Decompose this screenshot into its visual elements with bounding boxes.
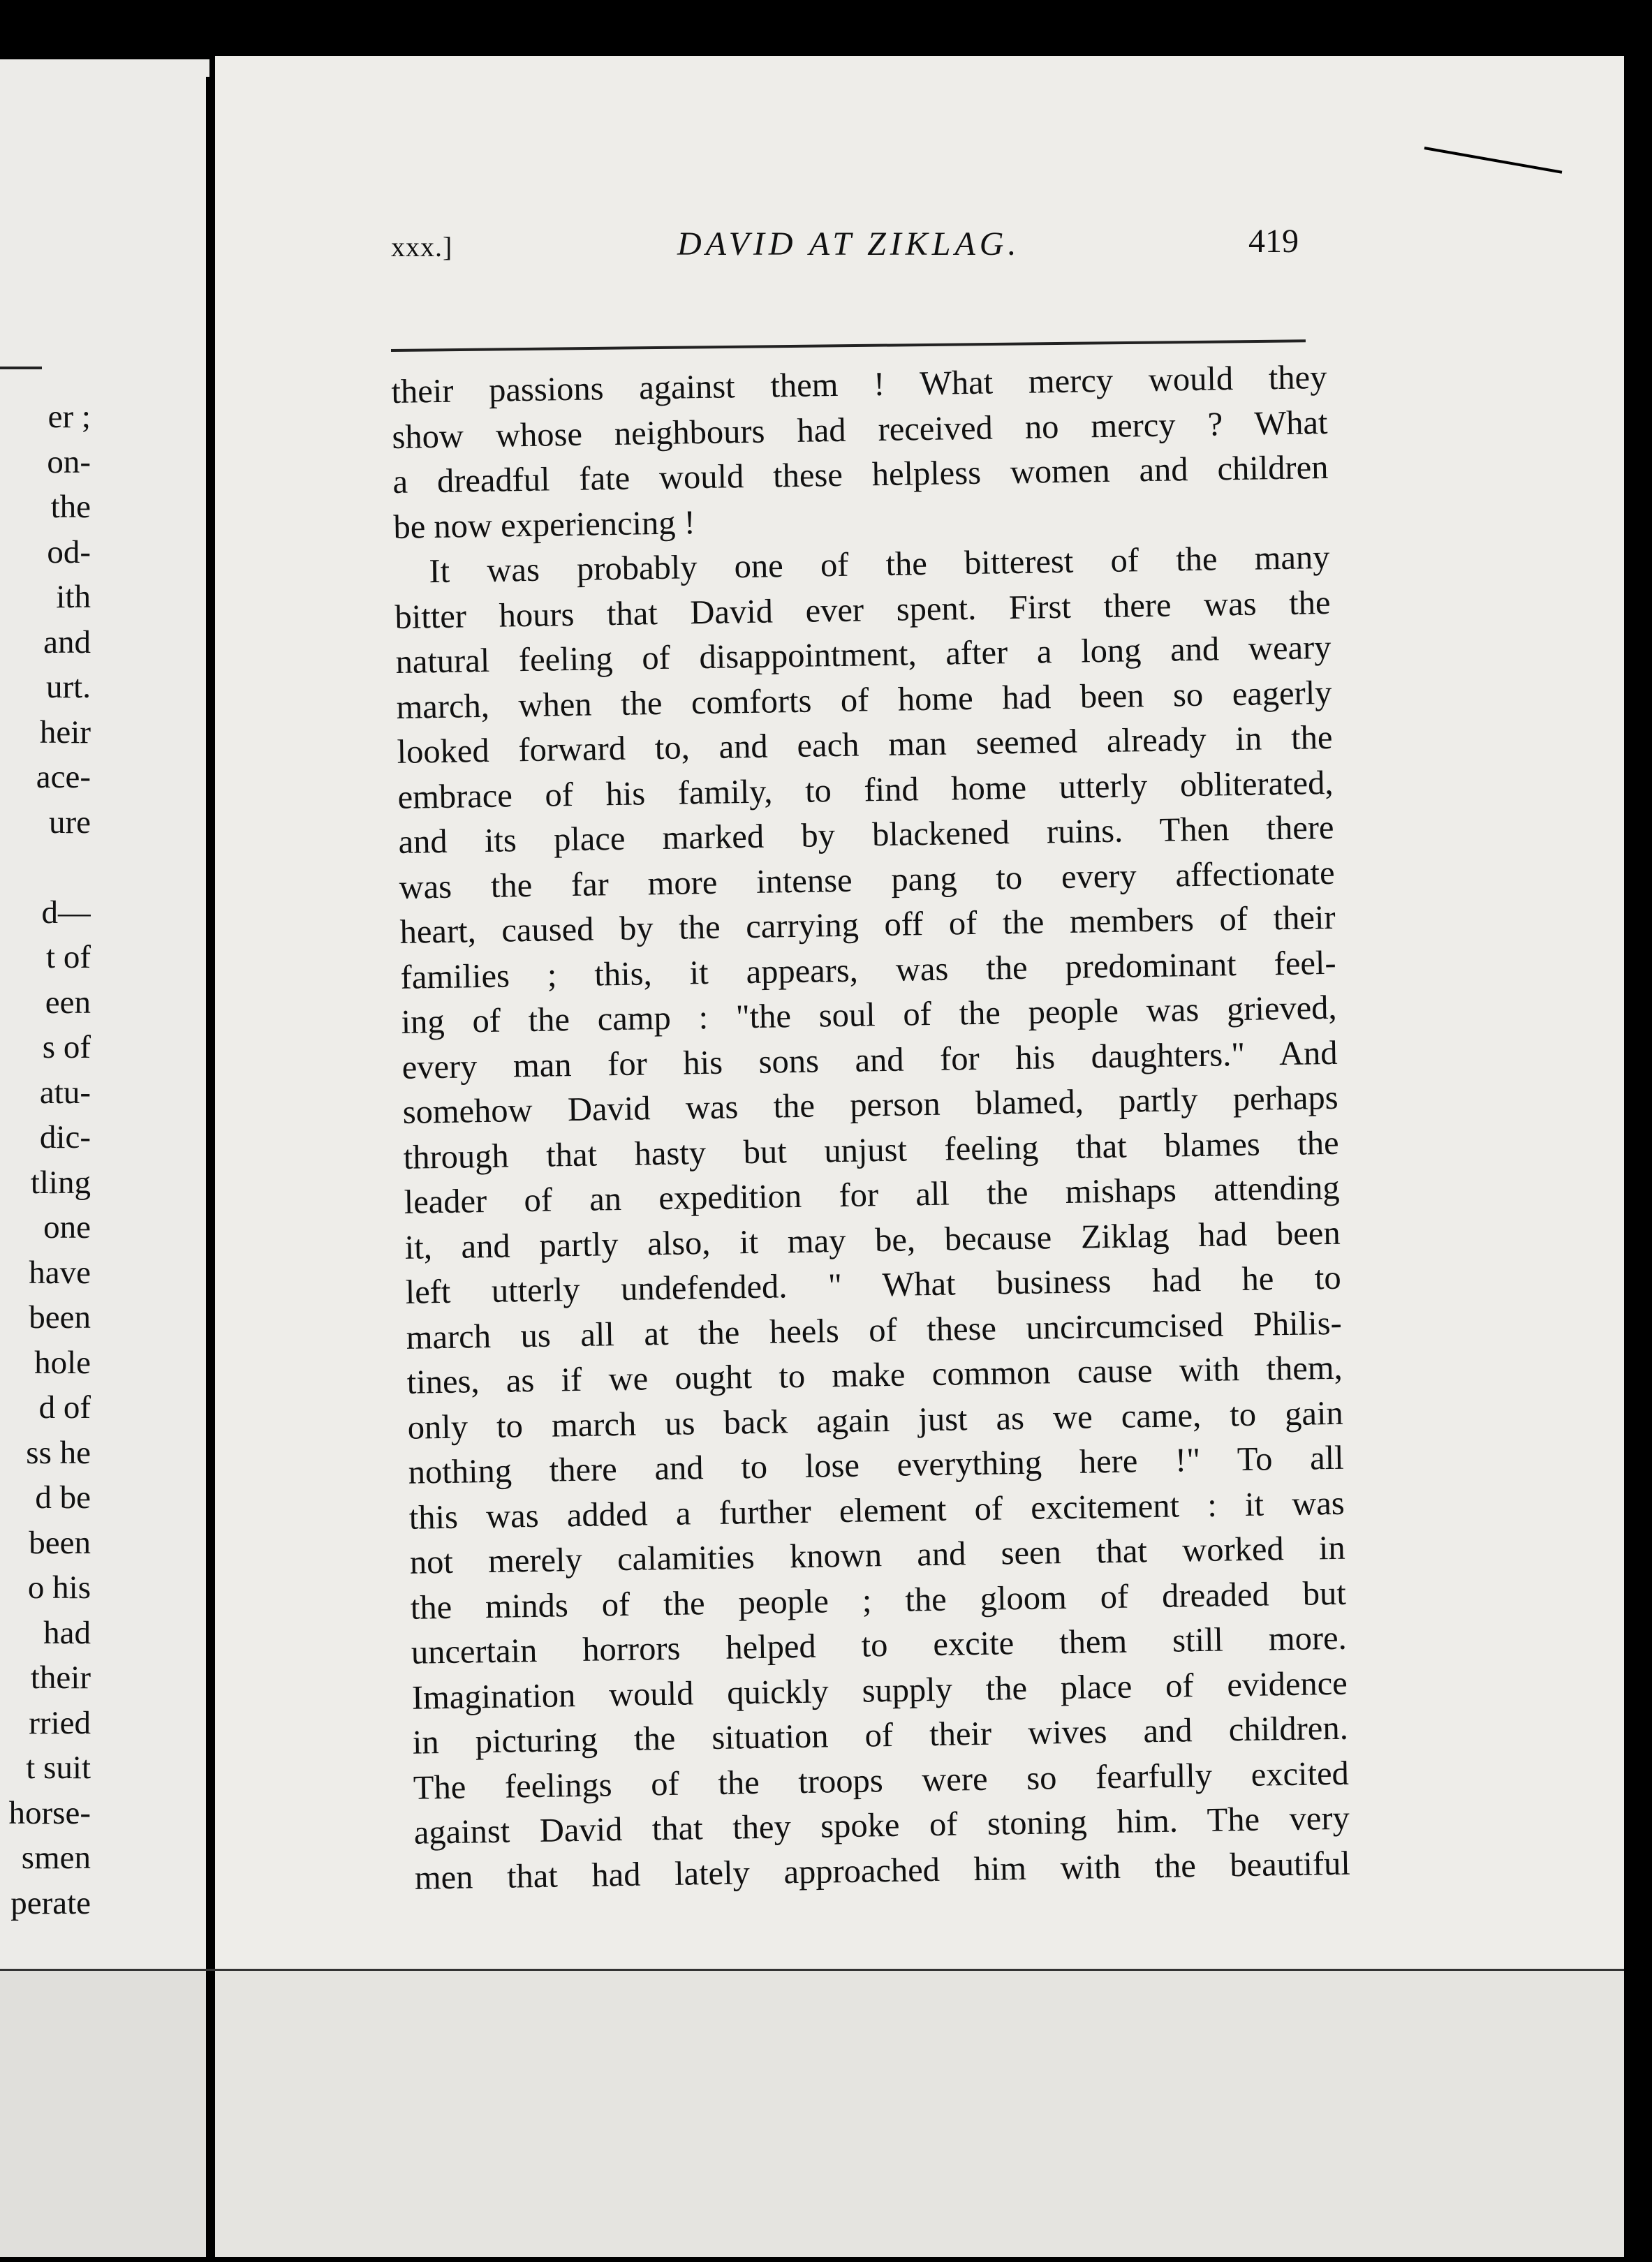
text-line: heart, caused by the carrying off of the members of their bbox=[399, 899, 1336, 951]
left-fragment-line: hole bbox=[34, 1344, 91, 1381]
left-page-rule bbox=[0, 367, 42, 369]
left-fragment-line: have bbox=[29, 1254, 91, 1291]
text-line: looked forward to, and each man seemed already in the bbox=[397, 718, 1333, 771]
left-page-fragment bbox=[0, 59, 209, 2245]
left-fragment-line: od- bbox=[47, 533, 91, 570]
left-fragment-line: t suit bbox=[26, 1750, 91, 1786]
left-fragment-line: had bbox=[43, 1614, 91, 1651]
page-title: DAVID AT ZIKLAG. bbox=[677, 226, 1021, 263]
text-line: ing of the camp : "the soul of the people was grieved, bbox=[401, 989, 1337, 1041]
left-fragment-line: perate bbox=[10, 1884, 91, 1921]
text-line: left utterly undefended. " What business had he to bbox=[405, 1259, 1342, 1311]
text-line: a dreadful fate would these helpless women and children bbox=[392, 448, 1329, 501]
text-line: against David that they spoke of stoning him. The very bbox=[413, 1799, 1350, 1851]
left-fragment-line: heir bbox=[39, 714, 91, 751]
text-line: families ; this, it appears, was the predominant feel- bbox=[400, 944, 1336, 996]
left-fragment-line: ure bbox=[48, 804, 91, 841]
text-line: Imagination would quickly supply the place of evidence bbox=[411, 1664, 1348, 1717]
left-fragment-line bbox=[0, 845, 91, 890]
text-line: uncertain horrors helped to excite them still more. bbox=[411, 1619, 1348, 1671]
left-fragment-line: o his bbox=[27, 1569, 91, 1606]
text-line: show whose neighbours had received no mercy ? What bbox=[392, 404, 1328, 456]
left-fragment-line: er ; bbox=[47, 399, 91, 435]
left-fragment-line: their bbox=[30, 1659, 91, 1696]
text-line: and its place marked by blackened ruins. Then there bbox=[398, 808, 1334, 861]
text-line: march, when the comforts of home had been so eagerly bbox=[396, 674, 1332, 726]
left-fragment-line: horse- bbox=[8, 1794, 91, 1831]
left-page-text bbox=[0, 394, 91, 1925]
left-fragment-line: the bbox=[50, 489, 91, 525]
left-fragment-line: and bbox=[43, 623, 91, 660]
body-text bbox=[391, 355, 1350, 1901]
running-header bbox=[391, 223, 1299, 286]
page-gutter bbox=[206, 77, 216, 2255]
text-line: be now experiencing ! bbox=[393, 503, 696, 546]
text-line: march us all at the heels of these uncircumcised Philis- bbox=[406, 1304, 1343, 1357]
page-number: 419 bbox=[1248, 223, 1299, 260]
left-fragment-line: urt. bbox=[46, 669, 91, 705]
text-line: leader of an expedition for all the mishaps attending bbox=[404, 1169, 1340, 1221]
scan-bottom bbox=[215, 1971, 1625, 2257]
text-line: bitter hours that David ever spent. First there was the bbox=[394, 584, 1331, 636]
left-fragment-line: een bbox=[45, 984, 91, 1021]
section-label: xxx.] bbox=[391, 231, 453, 263]
left-fragment-line: one bbox=[43, 1209, 91, 1245]
left-fragment-line: tling bbox=[30, 1164, 91, 1201]
text-line: in picturing the situation of their wives and children. bbox=[412, 1709, 1349, 1761]
text-line: only to march us back again just as we came, to gain bbox=[407, 1394, 1344, 1447]
left-fragment-line: ith bbox=[56, 579, 91, 615]
text-line: the minds of the people ; the gloom of dreaded but bbox=[410, 1574, 1347, 1627]
text-line: this was added a further element of excitement : it was bbox=[408, 1484, 1345, 1537]
left-fragment-line: d— bbox=[41, 894, 91, 931]
scan-border-right bbox=[1624, 0, 1652, 2262]
scan-border-top bbox=[0, 0, 1652, 63]
text-line: not merely calamities known and seen that worked in bbox=[409, 1529, 1346, 1581]
left-fragment-line: rried bbox=[29, 1704, 91, 1741]
left-fragment-line: been bbox=[29, 1299, 91, 1336]
text-line: it, and partly also, it may be, because Ziklag had been bbox=[404, 1214, 1341, 1266]
text-line: men that had lately approached him with the beautiful bbox=[414, 1845, 1351, 1897]
text-line: nothing there and to lose everything here !" To all bbox=[408, 1439, 1345, 1491]
text-line: every man for his sons and for his daughters." And bbox=[401, 1034, 1338, 1086]
text-line: their passions against them ! What mercy would they bbox=[391, 358, 1327, 411]
text-line: tines, as if we ought to make common cause with them, bbox=[406, 1349, 1343, 1401]
left-fragment-line: dic- bbox=[39, 1119, 91, 1155]
text-line: The feelings of the troops were so fearfully excited bbox=[413, 1754, 1350, 1807]
text-line: was the far more intense pang to every affectionate bbox=[399, 854, 1335, 906]
left-fragment-line: on- bbox=[47, 443, 91, 480]
scan-bottom-rule bbox=[0, 1969, 1652, 1971]
left-fragment-line: d be bbox=[35, 1479, 91, 1516]
text-line: through that hasty but unjust feeling that blames the bbox=[403, 1124, 1339, 1176]
left-fragment-line: d of bbox=[38, 1389, 91, 1426]
left-fragment-line: been bbox=[29, 1524, 91, 1561]
left-fragment-line: ss he bbox=[26, 1434, 91, 1471]
left-fragment-line: t of bbox=[46, 939, 91, 975]
text-line: embrace of his family, to find home utterly obliterated, bbox=[397, 764, 1334, 816]
left-fragment-line: ace- bbox=[36, 759, 91, 795]
left-fragment-line: s of bbox=[42, 1029, 91, 1065]
left-fragment-line: smen bbox=[21, 1840, 91, 1876]
text-line: It was probably one of the bitterest of the many bbox=[429, 538, 1330, 591]
scan-bottom-left bbox=[0, 1971, 206, 2257]
text-line: natural feeling of disappointment, after a long and weary bbox=[395, 628, 1332, 681]
left-fragment-line: atu- bbox=[39, 1074, 91, 1111]
text-line: somehow David was the person blamed, partly perhaps bbox=[402, 1079, 1338, 1131]
